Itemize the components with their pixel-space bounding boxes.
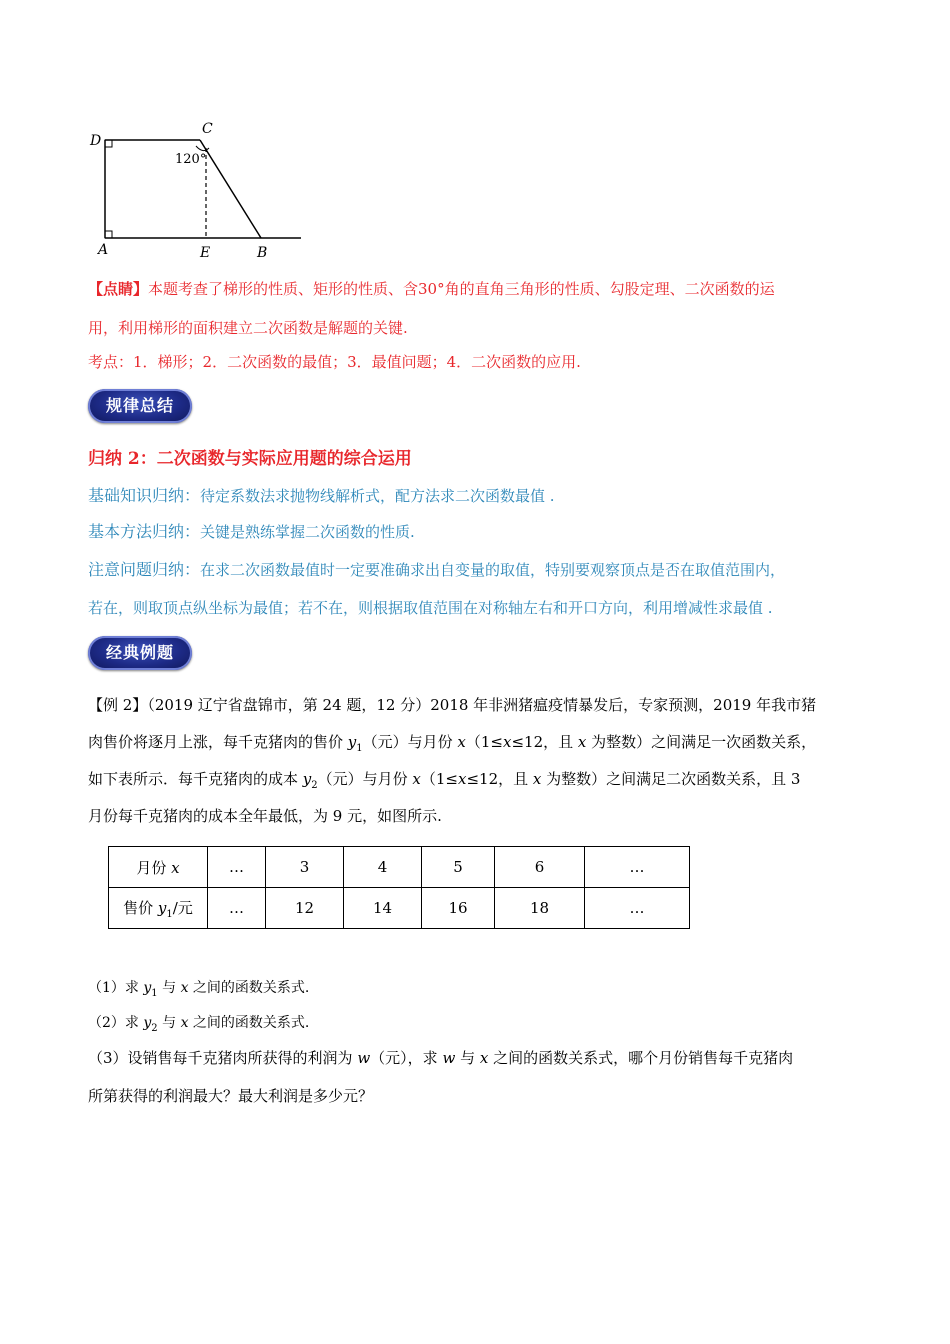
- text: ≤12，且: [511, 733, 578, 751]
- segment-CB: [200, 140, 261, 238]
- var-x: x: [457, 733, 466, 751]
- text: （3）设销售每千克猪肉所获得的利润为: [88, 1049, 358, 1067]
- text: 为整数）之间满足一次函数关系，: [586, 733, 817, 751]
- sub: 2: [311, 780, 318, 791]
- text: 之间的函数关系式，哪个月份销售每千克猪肉: [488, 1049, 794, 1067]
- var-y: y: [157, 898, 167, 917]
- text: 之间的函数关系式.: [188, 1015, 310, 1031]
- note-text-1: 在求二次函数最值时一定要准确求出自变量的取值，特别要观察顶点是否在取值范围内，: [200, 561, 786, 579]
- text: 与: [157, 1015, 181, 1031]
- comment-points: 考点：1．梯形；2．二次函数的最值；3．最值问题；4．二次函数的应用.: [88, 353, 581, 371]
- right-angle-A: [105, 231, 112, 238]
- basic-method-row: [88, 519, 415, 542]
- label-C: C: [202, 121, 213, 137]
- basic-method-label: 基本方法归纳：: [88, 522, 201, 541]
- table-header-month: [109, 847, 208, 888]
- text: （2）求: [88, 1015, 144, 1031]
- note-label: 注意问题归纳：: [88, 560, 201, 579]
- summary-title: 归纳 2：二次函数与实际应用题的综合运用: [88, 449, 412, 469]
- table-cell: …: [585, 847, 690, 888]
- table-cell: 16: [422, 888, 495, 929]
- var-y: y: [302, 770, 312, 788]
- text: 月份: [136, 858, 172, 877]
- label-B: B: [257, 245, 268, 261]
- label-E: E: [200, 245, 211, 261]
- text: （元），求: [370, 1049, 443, 1067]
- comment-line-1: [88, 278, 775, 299]
- var-y: y: [143, 1015, 152, 1031]
- right-angle-D: [105, 140, 112, 147]
- summary-badge: 规律总结: [88, 389, 192, 423]
- text: 与: [157, 980, 181, 996]
- text: （元）与月份: [317, 770, 413, 788]
- example-line-3: [88, 768, 800, 791]
- var-x: x: [171, 858, 180, 877]
- sub: 1: [166, 908, 173, 920]
- comment-text-1: 本题考查了梯形的性质、矩形的性质、含30°角的直角三角形的性质、勾股定理、二次函数的运: [148, 280, 775, 298]
- example-text-1: （2019 辽宁省盘锦市，第 24 题，12 分）2018 年非洲猪瘟疫情暴发后，专家预测，2019 年我市猪: [147, 696, 817, 714]
- example-line-1: [88, 694, 816, 715]
- price-table: [108, 846, 690, 929]
- table-cell: 12: [266, 888, 344, 929]
- text: （1≤: [420, 770, 459, 788]
- question-3-cont: 所第获得的利润最大？最大利润是多少元？: [88, 1087, 374, 1105]
- angle-arc-C: [196, 146, 209, 151]
- table-cell: …: [208, 888, 266, 929]
- var-w: w: [442, 1049, 456, 1067]
- question-3: [88, 1047, 793, 1068]
- comment-tag: 【点睛】: [88, 280, 149, 298]
- label-A: A: [98, 242, 109, 258]
- label-angle: 120°: [175, 152, 207, 167]
- example-line-4: 月份每千克猪肉的成本全年最低，为 9 元，如图所示.: [88, 807, 442, 825]
- basic-method-text: 关键是熟练掌握二次函数的性质.: [200, 523, 415, 541]
- note-text-2: 若在，则取顶点纵坐标为最值；若不在，则根据取值范围在对称轴左右和开口方向，利用增减性求最值 .: [88, 599, 773, 617]
- basic-knowledge-row: [88, 483, 555, 506]
- table-row-price: [109, 888, 690, 929]
- var-x: x: [479, 1049, 489, 1067]
- example-badge: 经典例题: [88, 636, 192, 670]
- basic-knowledge-label: 基础知识归纳：: [88, 486, 201, 505]
- table-row-month: [109, 847, 690, 888]
- example-line-2: [88, 731, 816, 754]
- var-x: x: [577, 733, 587, 751]
- sub: 1: [356, 743, 363, 754]
- table-cell: …: [585, 888, 690, 929]
- text: 与: [455, 1049, 480, 1067]
- var-w: w: [357, 1049, 371, 1067]
- text: 之间的函数关系式.: [188, 980, 310, 996]
- table-cell: 18: [495, 888, 585, 929]
- sub: 2: [151, 1022, 158, 1034]
- var-x: x: [532, 770, 542, 788]
- var-x: x: [503, 733, 512, 751]
- table-cell: 4: [344, 847, 422, 888]
- table-header-price: [109, 888, 208, 929]
- label-D: D: [90, 133, 102, 149]
- text: ≤12，且: [466, 770, 533, 788]
- var-x: x: [180, 980, 189, 996]
- sub: 1: [151, 987, 158, 999]
- table-cell: 3: [266, 847, 344, 888]
- comment-line-2: 用，利用梯形的面积建立二次函数是解题的关键.: [88, 319, 408, 337]
- table-cell: …: [208, 847, 266, 888]
- text: 如下表所示．每千克猪肉的成本: [88, 770, 303, 788]
- table-cell: 6: [495, 847, 585, 888]
- text: 肉售价将逐月上涨，每千克猪肉的售价: [88, 733, 348, 751]
- text: 售价: [123, 898, 158, 917]
- table-cell: 5: [422, 847, 495, 888]
- text: （1）求: [88, 980, 144, 996]
- var-x: x: [458, 770, 467, 788]
- basic-knowledge-text: 待定系数法求抛物线解析式，配方法求二次函数最值 .: [200, 487, 555, 505]
- var-x: x: [180, 1015, 189, 1031]
- example-tag: 【例 2】: [88, 696, 148, 714]
- trapezoid-figure: [85, 118, 315, 266]
- var-y: y: [347, 733, 357, 751]
- text: 为整数）之间满足二次函数关系，且 3: [541, 770, 801, 788]
- text: /元: [172, 898, 193, 917]
- question-1: [88, 977, 309, 999]
- text: （元）与月份: [362, 733, 458, 751]
- table-cell: 14: [344, 888, 422, 929]
- var-y: y: [143, 980, 152, 996]
- note-row: [88, 557, 785, 580]
- question-2: [88, 1012, 309, 1034]
- text: （1≤: [465, 733, 504, 751]
- var-x: x: [412, 770, 421, 788]
